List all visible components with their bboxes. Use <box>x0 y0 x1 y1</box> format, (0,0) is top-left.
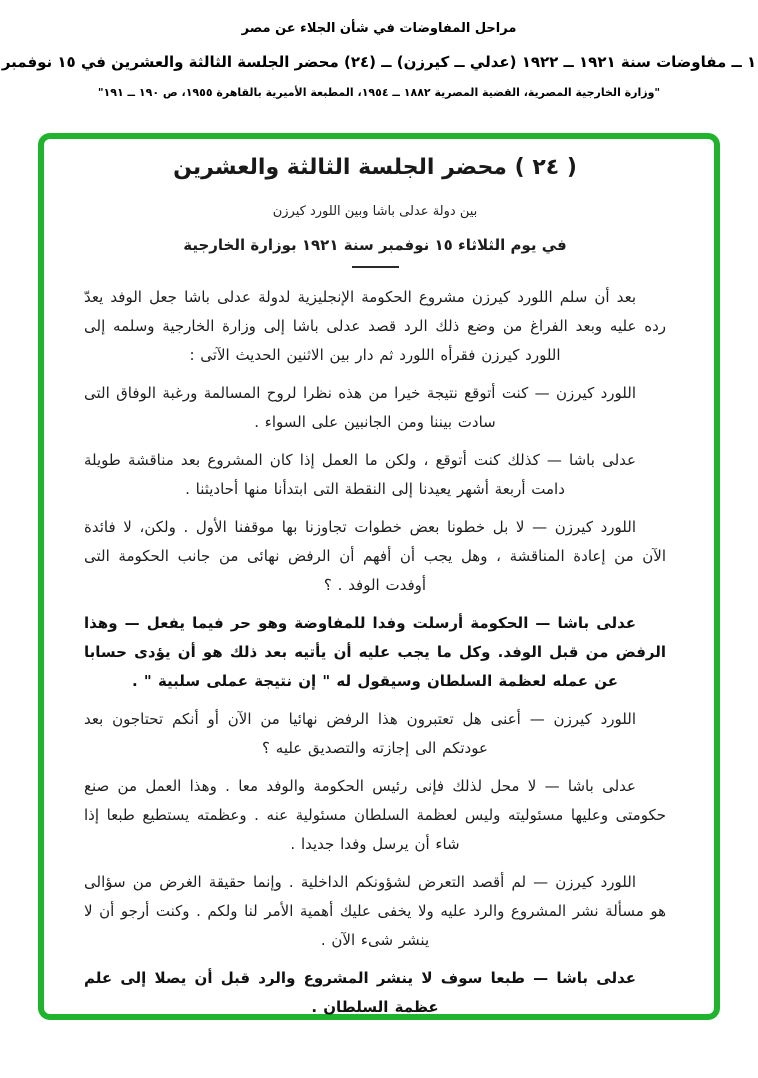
paragraph-adly-3: عدلى باشا — لا محل لذلك فإنى رئيس الحكومة والوفد معا . وهذا العمل من صنع حكومتى وعليها مسئوليته وليس لعظمة السلطان مسئولية عنه . وعظمته يستطيع طبعا إذا شاء أن يرسل وفدا جديدا . <box>84 777 666 853</box>
session-parties: بين دولة عدلى باشا وبين اللورد كيرزن <box>272 204 478 219</box>
header-subtitle: ١ ــ مفاوضات سنة ١٩٢١ ــ ١٩٢٢ (عدلي ــ كيرزن) ــ (٢٤) محضر الجلسة الثالثة والعشرين في ١٥ نوفمبر <box>1 53 757 71</box>
paragraph-curzon-3: اللورد كيرزن — أعنى هل تعتبرون هذا الرفض نهائيا من الآن أو أنكم تحتاجون بعد عودتكم الى إجازته والتصديق عليه ؟ <box>84 710 636 757</box>
paragraph-intro: بعد أن سلم اللورد كيرزن مشروع الحكومة الإنجليزية لدولة عدلى باشا جعل الوفد يعدّ رده عليه وبعد الفراغ من وضع ذلك الرد قصد عدلى باشا إلى وزارة الخارجية وسلمه إلى اللورد كيرزن فقرأه اللورد ثم دار بين الاثنين الحديث الآتى : <box>84 288 666 364</box>
paragraph-adly-2: عدلى باشا — الحكومة أرسلت وفدا للمفاوضة وهو حر فيما يفعل — وهذا الرفض من قبل الوفد. وكل ما يجب عليه أن يأتيه بعد ذلك هو أن يؤدى حسابا عن عمله لعظمة السلطان وسيقول له " إن نتيجة عملى سلبية " . <box>84 614 666 690</box>
document-body <box>84 283 666 1022</box>
paragraph-curzon-4: اللورد كيرزن — لم أقصد التعرض لشؤونكم الداخلية . وإنما حقيقة الغرض من سؤالى هو مسألة نشر المشروع والرد عليه ولا يخفى عليك أهمية الأمر لنا ولكم . وكنت أرجو أن لا ينشر شىء الآن . <box>84 873 666 949</box>
session-title: ( ٢٤ ) محضر الجلسة الثالثة والعشرين <box>173 155 577 180</box>
page-header <box>0 20 758 100</box>
paragraph-curzon-2: اللورد كيرزن — لا بل خطونا بعض خطوات تجاوزنا بها موقفنا الأول . ولكن، لا فائدة الآن من إعادة المناقشة ، وهل يجب أن أفهم أن الرفض نهائى من جانب الحكومة التى أوفدت الوفد . ؟ <box>84 518 666 594</box>
paragraph-adly-1: عدلى باشا — كذلك كنت أتوقع ، ولكن ما العمل إذا كان المشروع بعد مناقشة طويلة دامت أربعة أشهر يعيدنا إلى النقطة التى ابتدأنا منها أحاديثنا . <box>84 451 636 498</box>
paragraph-curzon-1: اللورد كيرزن — كنت أتوقع نتيجة خيرا من هذه نظرا لروح المسالمة ورغبة الوفاق التى سادت بيننا ومن الجانبين على السواء . <box>84 384 636 431</box>
green-highlight-frame <box>38 133 720 1020</box>
header-source-citation: "وزارة الخارجية المصرية، القضية المصرية ١٨٨٢ ــ ١٩٥٤، المطبعة الأميرية بالقاهرة ١٩٥٥، ص ١٩٠ ــ ١٩١" <box>97 86 661 99</box>
header-main-title: مراحل المفاوضات في شأن الجلاء عن مصر <box>241 21 517 36</box>
title-divider <box>352 266 399 268</box>
session-date-line: في يوم الثلاثاء ١٥ نوفمبر سنة ١٩٢١ بوزارة الخارجية <box>183 236 567 254</box>
paragraph-adly-4: عدلى باشا — طبعا سوف لا ينشر المشروع والرد قبل أن يصلا إلى علم عظمة السلطان . <box>84 969 636 1016</box>
